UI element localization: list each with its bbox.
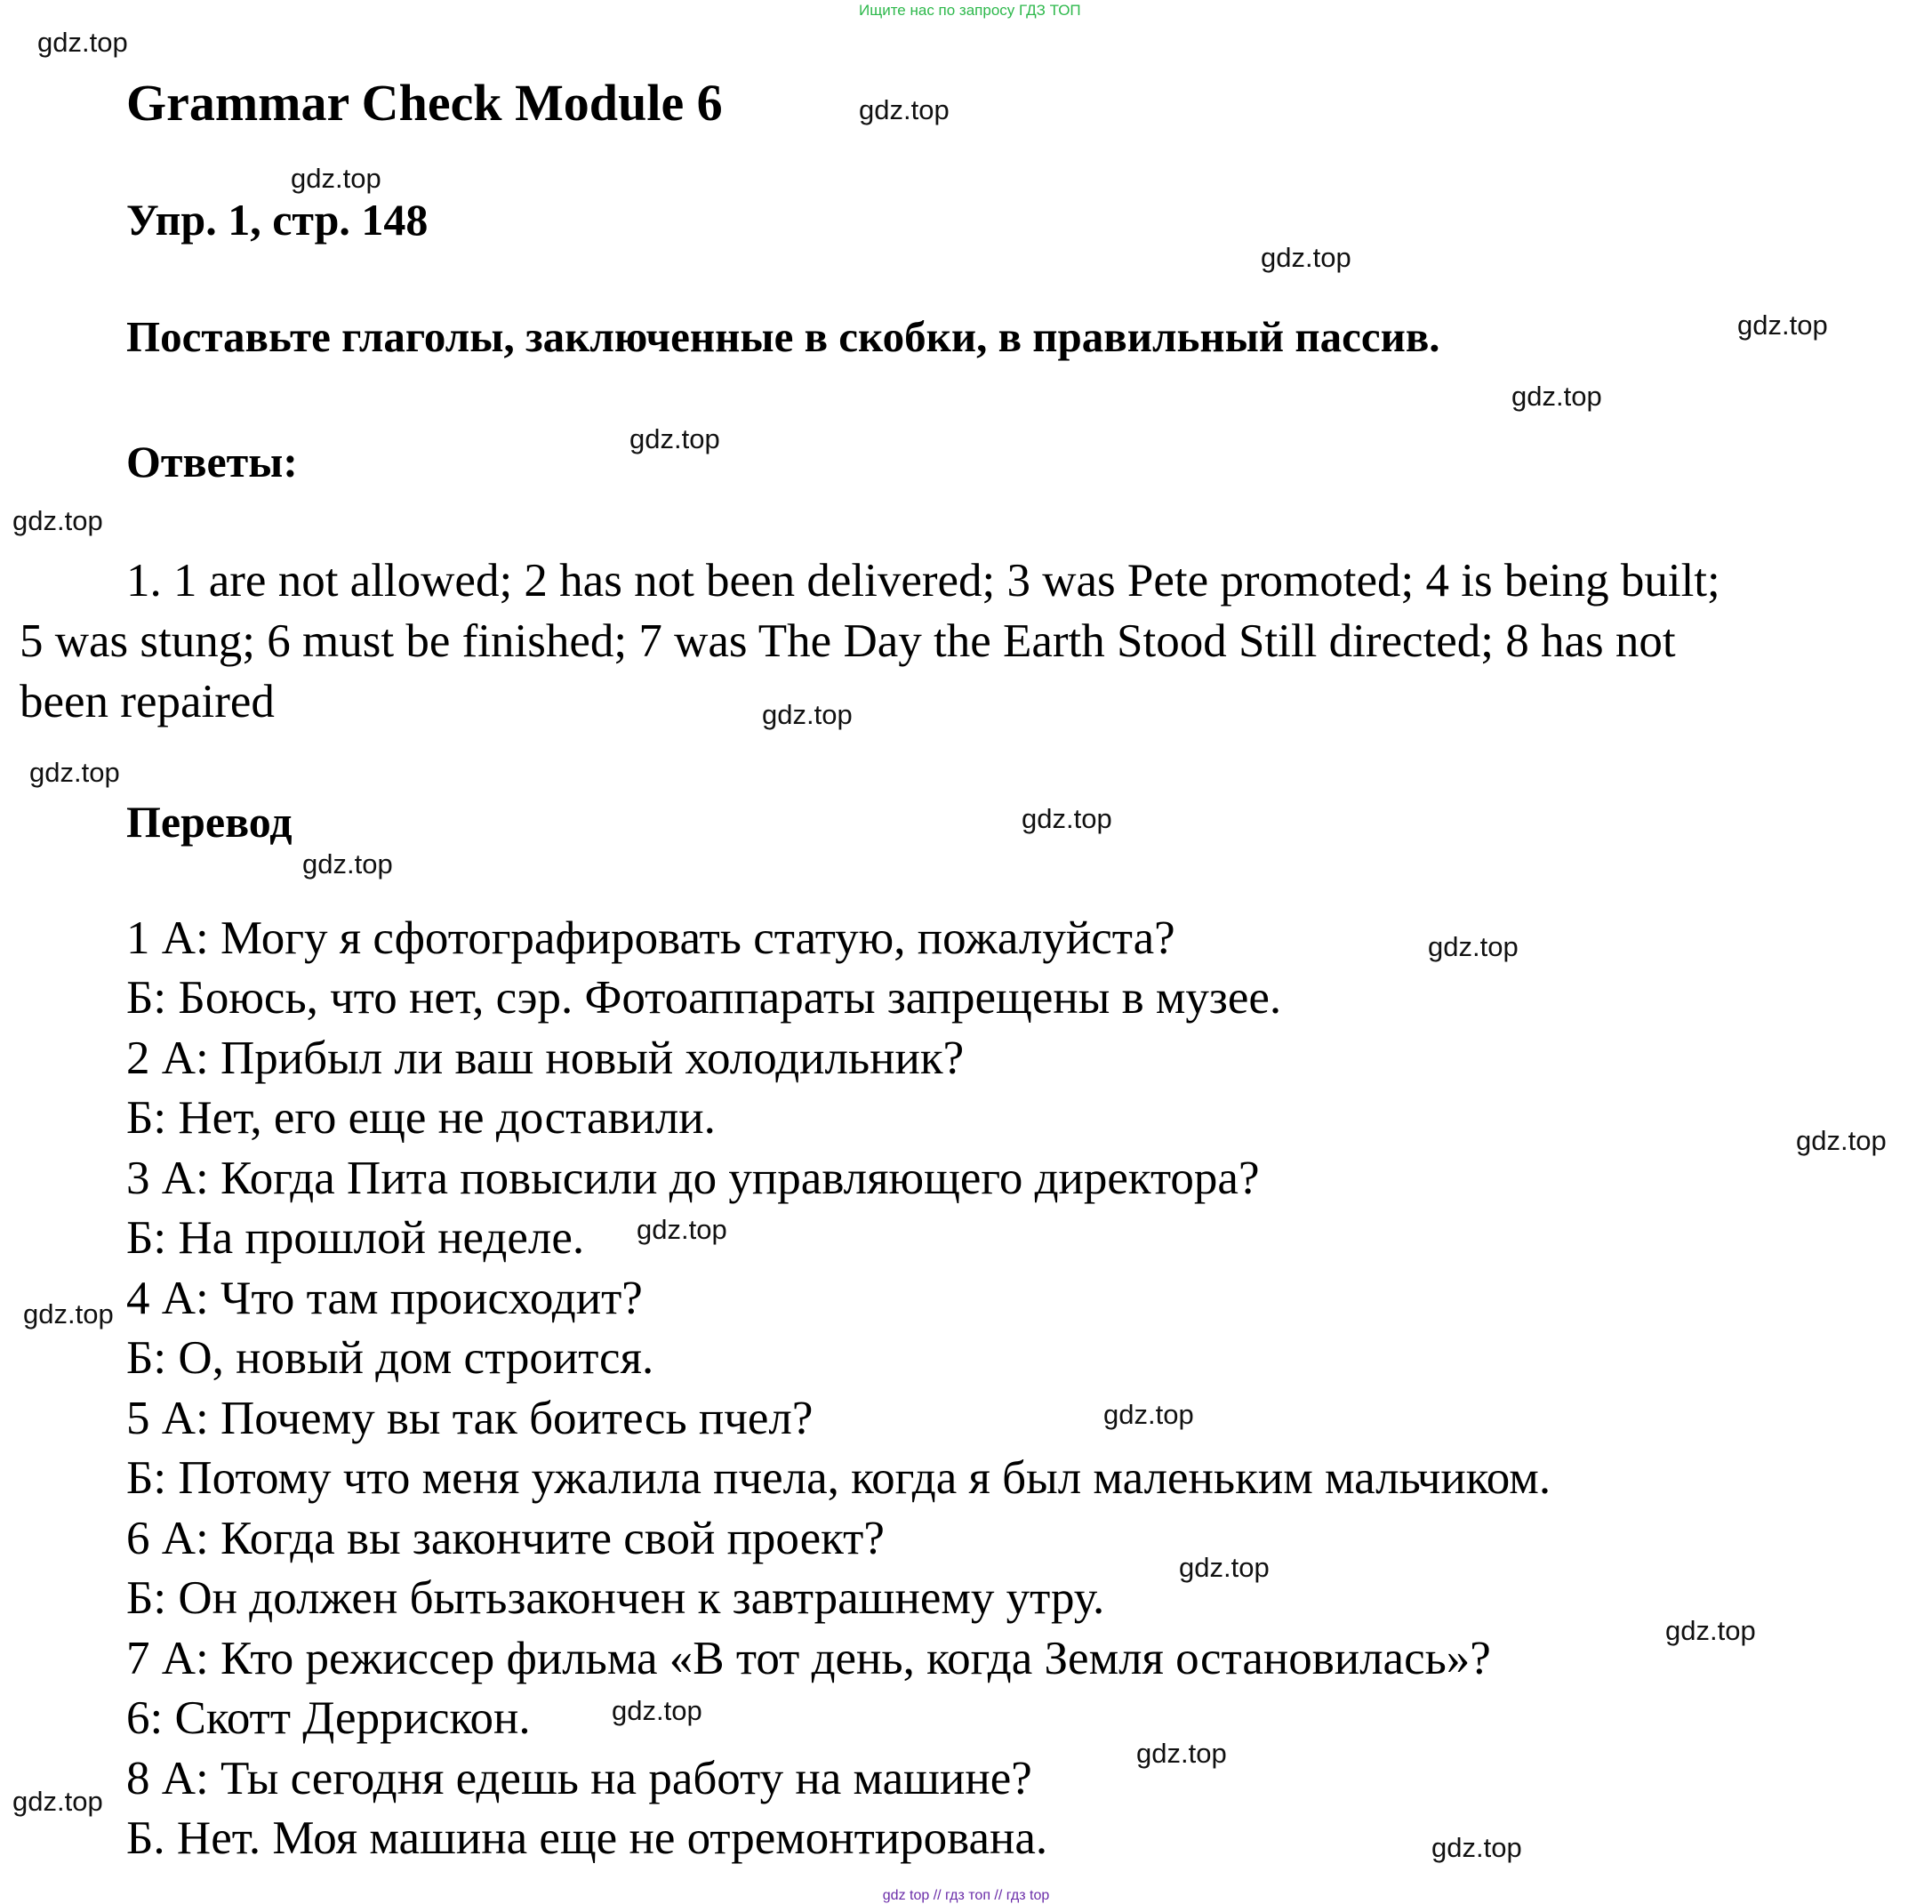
task-instruction: Поставьте глаголы, заключенные в скобки, в правильный пассив. [126, 312, 1440, 361]
watermark: gdz.top [1796, 1125, 1887, 1156]
translation-line: Б: Потому что меня ужалила пчела, когда я был маленьким мальчиком. [126, 1452, 1551, 1504]
translation-line: 6 А: Когда вы закончите свой проект? [126, 1513, 885, 1564]
watermark: gdz.top [1737, 309, 1828, 341]
watermark: gdz.top [291, 163, 381, 194]
watermark: gdz.top [1428, 931, 1519, 962]
translation-line: 4 А: Что там происходит? [126, 1273, 643, 1324]
translation-line: 2 А: Прибыл ли ваш новый холодильник? [126, 1032, 965, 1084]
translation-line: Б: Он должен бытьзакончен к завтрашнему утру. [126, 1572, 1105, 1624]
watermark: gdz.top [629, 423, 720, 454]
footer-note: gdz top // гдз топ // гдз top [882, 1888, 1050, 1903]
translation-line: 1 А: Могу я сфотографировать статую, пожалуйста? [126, 912, 1175, 964]
translation-line: Б: О, новый дом строится. [126, 1332, 654, 1384]
answer-line: 5 was stung; 6 must be finished; 7 was The Day the Earth Stood Still directed; 8 has not [20, 615, 1676, 667]
watermark: gdz.top [1103, 1399, 1194, 1430]
top-search-note: Ищите нас по запросу ГДЗ ТОП [859, 2, 1081, 19]
page-title: Grammar Check Module 6 [126, 74, 723, 132]
translation-line: Б: Нет, его еще не доставили. [126, 1092, 716, 1144]
answer-line: 1. 1 are not allowed; 2 has not been delivered; 3 was Pete promoted; 4 is being built; [126, 555, 1720, 607]
translation-line: 7 А: Кто режиссер фильма «В тот день, когда Земля остановилась»? [126, 1633, 1491, 1684]
watermark: gdz.top [1179, 1552, 1270, 1583]
translation-heading: Перевод [126, 797, 293, 847]
answers-heading: Ответы: [126, 437, 298, 486]
watermark: gdz.top [37, 27, 128, 58]
translation-line: 3 А: Когда Пита повысили до управляющего директора? [126, 1153, 1260, 1204]
watermark: gdz.top [762, 699, 853, 730]
watermark: gdz.top [302, 848, 393, 880]
translation-line: Б. Нет. Моя машина еще не отремонтирована. [126, 1812, 1048, 1864]
translation-line: Б: На прошлой неделе. [126, 1212, 585, 1264]
watermark: gdz.top [637, 1214, 727, 1245]
watermark: gdz.top [12, 1786, 103, 1817]
watermark: gdz.top [23, 1298, 114, 1330]
translation-line: Б: Боюсь, что нет, сэр. Фотоаппараты запрещены в музее. [126, 972, 1282, 1024]
watermark: gdz.top [612, 1695, 702, 1726]
translation-line: 8 А: Ты сегодня едешь на работу на машине? [126, 1753, 1032, 1804]
watermark: gdz.top [1665, 1615, 1756, 1646]
watermark: gdz.top [12, 505, 103, 536]
translation-line: 5 А: Почему вы так боитесь пчел? [126, 1393, 814, 1444]
exercise-reference: Упр. 1, стр. 148 [126, 195, 429, 245]
watermark: gdz.top [1136, 1738, 1227, 1769]
watermark: gdz.top [1431, 1832, 1522, 1863]
watermark: gdz.top [1261, 242, 1351, 273]
translation-line: 6: Скотт Деррискон. [126, 1692, 531, 1744]
watermark: gdz.top [859, 94, 950, 125]
watermark: gdz.top [1022, 803, 1112, 834]
watermark: gdz.top [29, 757, 120, 788]
answer-line: been repaired [20, 676, 275, 727]
watermark: gdz.top [1511, 381, 1602, 412]
